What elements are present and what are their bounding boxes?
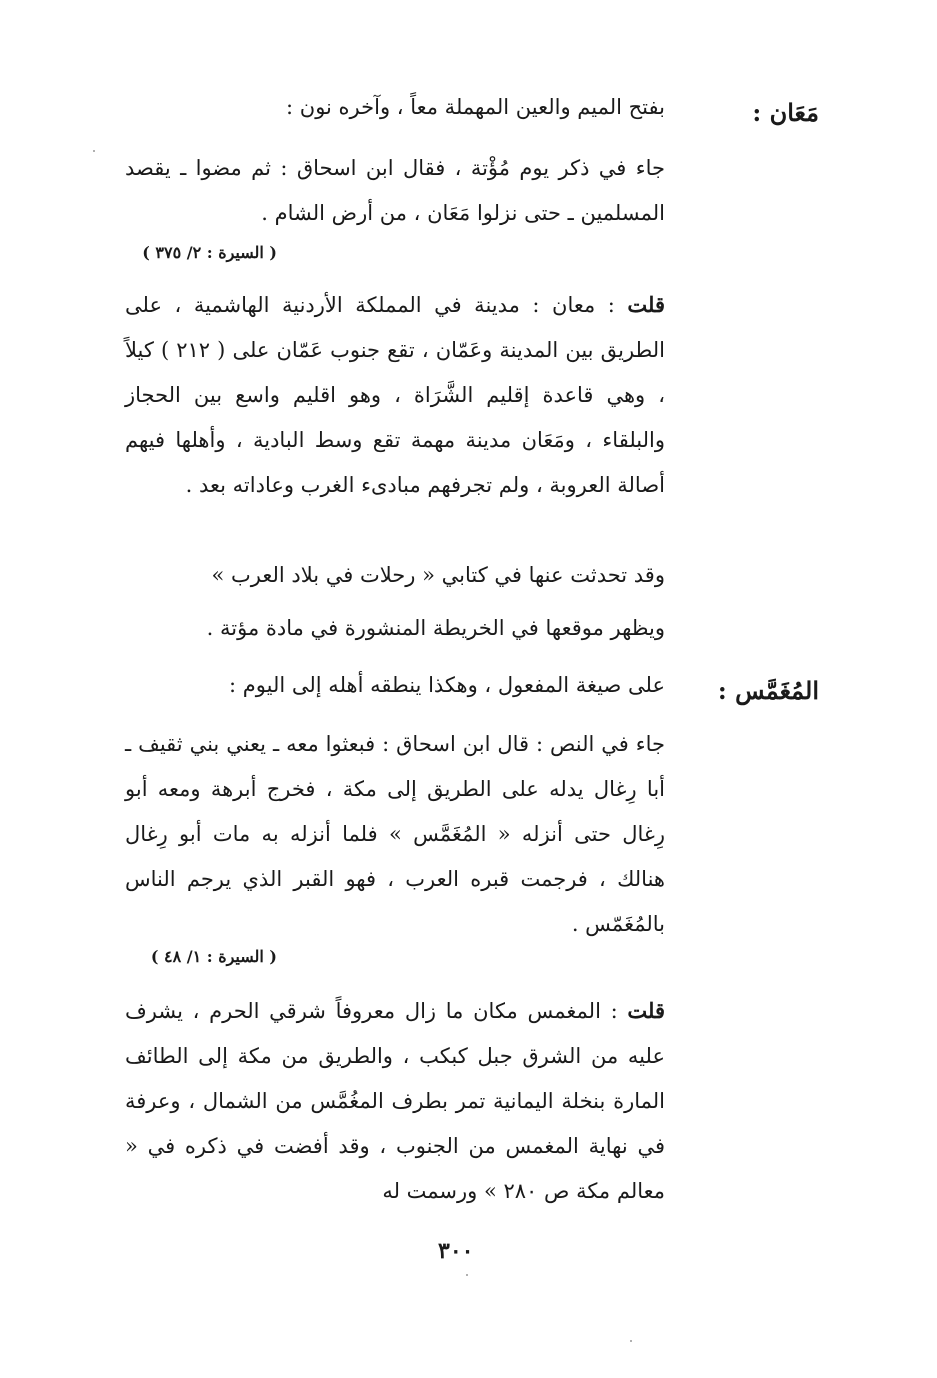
page-number: ٣٠٠ bbox=[438, 1238, 474, 1264]
note-line-2: ويظهر موقعها في الخريطة المنشورة في مادة مؤتة . bbox=[206, 616, 665, 640]
entry-intro-mughammas: على صيغة المفعول ، وهكذا ينطقه أهله إلى اليوم : bbox=[229, 673, 665, 697]
comment-label: قلت bbox=[627, 292, 665, 317]
entry-quote-maan: جاء في ذكر يوم مُؤْتة ، فقال ابن اسحاق : ثم مضوا ـ يقصد المسلمين ـ حتى نزلوا مَعَان ، من أرض الشام . bbox=[125, 156, 665, 225]
entry-headword-maan: مَعَان : bbox=[752, 98, 819, 127]
scan-speck bbox=[630, 1340, 632, 1342]
entry-intro-maan: بفتح الميم والعين المهملة معاً ، وآخره نون : bbox=[286, 95, 665, 119]
entry-headword-mughammas: المُغَمَّس : bbox=[717, 676, 819, 705]
entry-comment-mughammas bbox=[125, 988, 665, 1214]
entry-comment-maan bbox=[125, 282, 665, 508]
comment-body: : معان : مدينة في المملكة الأردنية الهاشمية ، على الطريق بين المدينة وعَمّان ، تقع جنوب عَمّان على ( ٢١٢ ) كيلاً ، وهي قاعدة إقليم الشَّرَاة ، وهو اقليم واسع بين الحجاز والبلقاء ، ومَعَان مدينة مهمة تقع وسط البادية ، وأهلها فيهم أصالة العروبة ، ولم تجرفهم مبادىء الغرب وعاداته بعد . bbox=[125, 293, 665, 497]
scan-speck bbox=[466, 1274, 468, 1276]
comment-body: : المغمس مكان ما زال معروفاً شرقي الحرم ، يشرف عليه من الشرق جبل كبكب ، والطريق من مكة إلى الطائف المارة بنخلة اليمانية تمر بطرف المغُمَّس من الشمال ، وعرفة في نهاية المغمس من الجنوب ، وقد أفضت في ذكره في « معالم مكة ص ٢٨٠ » ورسمت له bbox=[125, 999, 665, 1203]
entry-quote-mughammas: جاء في النص : قال ابن اسحاق : فبعثوا معه ـ يعني بني ثقيف ـ أبا رِغال يدله على الطريق إلى مكة ، فخرج أبرهة ومعه أبو رِغال حتى أنزله « المُغَمَّس » فلما أنزله به مات أبو رِغال هنالك ، فرجمت قبره العرب ، فهو القبر الذي يرجم الناس بالمُغَمّس . bbox=[125, 732, 665, 936]
comment-label: قلت bbox=[627, 998, 665, 1023]
note-line-1: وقد تحدثت عنها في كتابي « رحلات في بلاد العرب » bbox=[211, 563, 665, 587]
citation-mughammas: ( السيرة : ١/ ٤٨ ) bbox=[150, 947, 277, 966]
citation-maan: ( السيرة : ٢/ ٣٧٥ ) bbox=[142, 243, 277, 262]
scan-speck bbox=[93, 150, 95, 152]
